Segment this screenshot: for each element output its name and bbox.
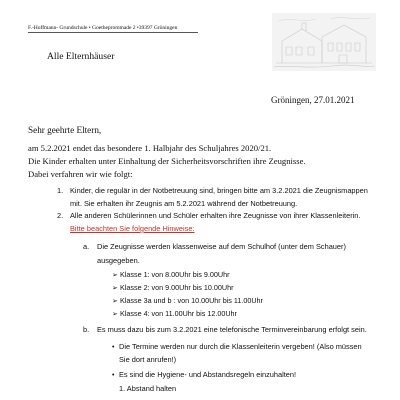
bullet-dot-icon: • xyxy=(112,372,115,379)
bullet-text: Sie dort anrufen!) xyxy=(119,355,177,364)
class-time-item xyxy=(112,283,233,292)
intro-line: Dabei verfahren wir wie folgt: xyxy=(28,169,133,179)
item-text: mit. Sie erhalten ihr Zeugnis am 5.2.2021 während der Notbetreuung. xyxy=(70,199,298,208)
bullet-text: Es sind die Hygiene- und Abstandsregeln einzuhalten! xyxy=(119,370,297,379)
recipient: Alle Elternhäuser xyxy=(47,51,115,62)
sub-item-text: Es muss dazu bis zum 3.2.2021 eine telefonische Terminvereinbarung erfolgt sein. xyxy=(97,325,367,334)
rule-item: 1. Abstand halten xyxy=(119,384,177,393)
letter-date: Gröningen, 27.01.2021 xyxy=(271,95,355,105)
class-time-text: Klasse 1: von 8.00Uhr bis 9.00Uhr xyxy=(120,270,230,279)
bullet-dot-icon: • xyxy=(112,344,115,351)
school-building-letterhead-image xyxy=(272,13,376,71)
intro-line: Die Kinder erhalten unter Einhaltung der Sicherheitsvorschriften ihre Zeugnisse. xyxy=(28,156,306,166)
bullet-item xyxy=(112,370,296,379)
arrow-bullet-icon: ➢ xyxy=(112,285,118,292)
class-time-text: Klasse 2: von 9.00Uhr bis 10.00Uhr xyxy=(120,283,234,292)
sub-item-letter: b. xyxy=(83,325,90,334)
sub-item-text: Die Zeugnisse werden klassenweise auf dem Schulhof (unter dem Schauer) xyxy=(97,242,346,251)
sub-item-letter: a. xyxy=(83,242,90,251)
class-time-item xyxy=(112,270,229,279)
class-time-item xyxy=(112,296,263,305)
item-number: 1. xyxy=(57,186,64,195)
bullet-item xyxy=(112,342,362,351)
sender-address-line: F.-Hoffmann- Grundschule • Goetheprommade 2 •39397 Gröningen xyxy=(28,25,178,31)
bullet-text: Die Termine werden nur durch die Klassenleiterin vergeben! (Also müssen xyxy=(119,342,362,351)
arrow-bullet-icon: ➢ xyxy=(112,311,118,318)
class-time-text: Klasse 4: von 11.00Uhr bis 12.00Uhr xyxy=(120,309,237,318)
sub-item-text: ausgegeben. xyxy=(97,256,140,265)
sender-divider xyxy=(28,32,198,33)
item-number: 2. xyxy=(57,211,64,220)
arrow-bullet-icon: ➢ xyxy=(112,272,118,279)
item-text: Kinder, die regulär in der Notbetreuung sind, bringen bitte am 3.2.2021 die Zeugnismappen xyxy=(70,186,368,195)
arrow-bullet-icon: ➢ xyxy=(112,298,118,305)
salutation: Sehr geehrte Eltern, xyxy=(28,125,102,135)
intro-line: am 5.2.2021 endet das besondere 1. Halbjahr des Schuljahres 2020/21. xyxy=(28,143,272,153)
note-heading: Bitte beachten Sie folgende Hinweise: xyxy=(70,224,195,233)
class-time-item xyxy=(112,309,237,318)
item-text: Alle anderen Schülerinnen und Schüler erhalten ihre Zeugnisse von ihrer Klassenleiterin. xyxy=(70,211,361,220)
class-time-text: Klasse 3a und b : von 10.00Uhr bis 11.00Uhr xyxy=(120,296,263,305)
